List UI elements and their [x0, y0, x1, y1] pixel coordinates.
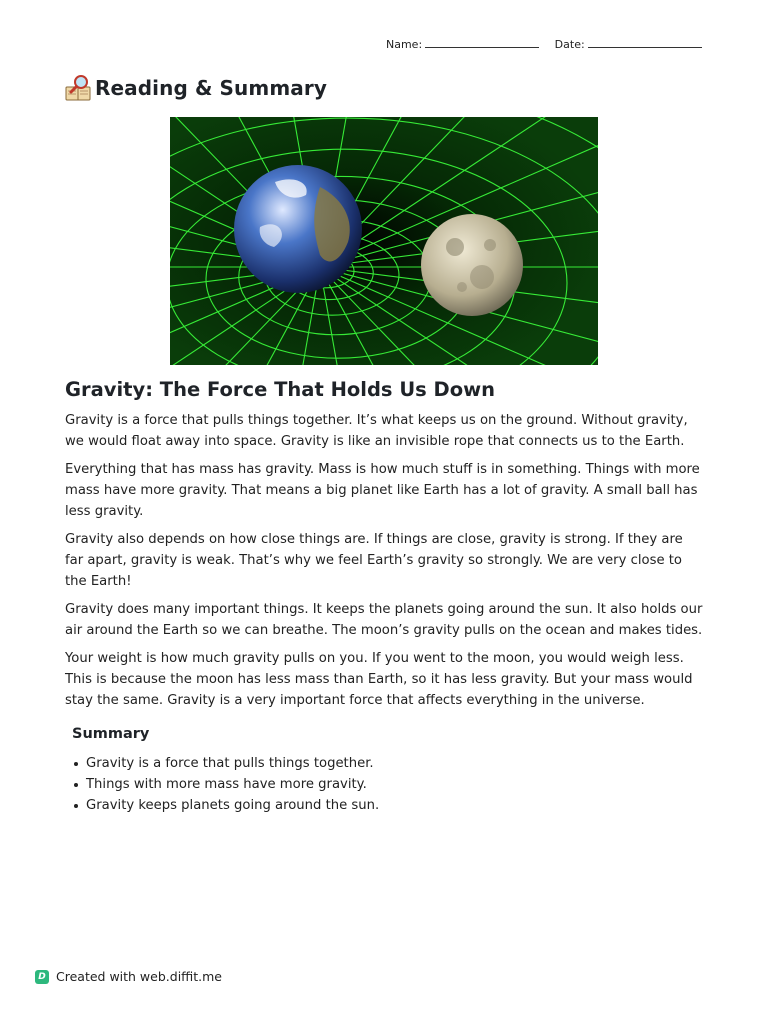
paragraph: Everything that has mass has gravity. Mass is how much stuff is in something. Things with more mass have more gravity. That means a big planet like Earth has a lot of gravity. A small ball has less gravity.	[65, 462, 700, 519]
moon	[421, 214, 523, 316]
paragraph: Gravity is a force that pulls things together. It’s what keeps us on the ground. Without gravity, we would float away into space. Gravity is like an invisible rope that connects us to the Earth.	[65, 413, 688, 449]
earth-moon-gravity-illustration	[170, 117, 598, 365]
paragraph: Your weight is how much gravity pulls on you. If you went to the moon, you would weigh less. This is because the moon has less mass than Earth, so it has less gravity. But your mass would stay the same. Gravity is a very important force that affects everything in the universe.	[65, 651, 693, 708]
paragraph: Gravity also depends on how close things are. If things are close, gravity is strong. If they are far apart, gravity is weak. That’s why we feel Earth’s gravity so strongly. We are very close to the Earth!	[65, 532, 683, 589]
worksheet-title: Reading & Summary	[95, 76, 327, 100]
summary-item: Things with more mass have more gravity.	[86, 774, 379, 795]
magnifier-book-icon	[64, 74, 92, 102]
article-title: Gravity: The Force That Holds Us Down	[65, 378, 496, 401]
name-blank[interactable]	[425, 39, 539, 48]
date-label: Date:	[554, 38, 585, 51]
diffit-logo-icon: D	[35, 970, 49, 984]
hero-image	[170, 117, 598, 365]
worksheet-header	[64, 74, 327, 102]
date-blank[interactable]	[588, 39, 702, 48]
footer-credit[interactable]: Created with web.diffit.me	[56, 969, 222, 984]
footer	[35, 969, 222, 984]
paragraph: Gravity does many important things. It keeps the planets going around the sun. It also holds our air around the Earth so we can breathe. The moon’s gravity pulls on the ocean and makes tides.	[65, 602, 703, 638]
summary-item: Gravity is a force that pulls things together.	[86, 753, 379, 774]
name-date-line	[386, 38, 706, 51]
article-body	[65, 410, 705, 718]
summary-title: Summary	[72, 726, 150, 742]
name-label: Name:	[386, 38, 423, 51]
summary-item: Gravity keeps planets going around the sun.	[86, 795, 379, 816]
summary-list	[86, 753, 379, 816]
